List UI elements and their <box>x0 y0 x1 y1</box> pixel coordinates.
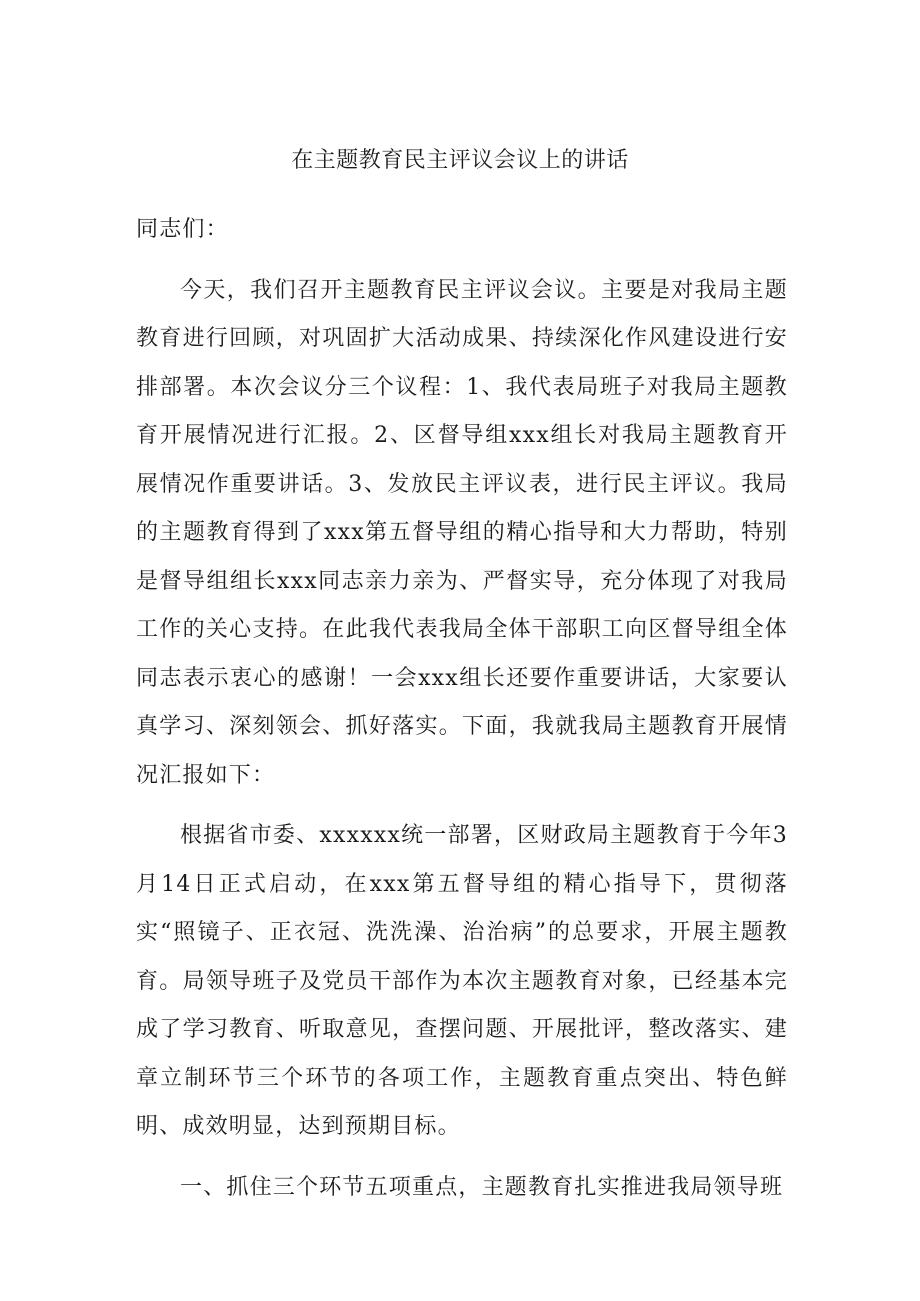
document-title: 在主题教育民主评议会议上的讲话 <box>291 148 629 173</box>
paragraph-background: 根据省市委、xxxxxx统一部署，区财政局主题教育于今年3月14日正式启动，在xxx第五督导组的精心指导下，贯彻落实“照镜子、正衣冠、洗洗澡、治治病”的总要求，开展主题教育。局领导班子及党员干部作为本次主题教育对象，已经基本完成了学习教育、听取意见，查摆问题、开展批评，整改落实、建章立制环节三个环节的各项工作，主题教育重点突出、特色鲜明、成效明显，达到预期目标。 <box>136 823 788 1139</box>
document-body <box>136 206 788 1212</box>
salutation: 同志们： <box>136 217 229 242</box>
paragraph-section-one-heading: 一、抓住三个环节五项重点，主题教育扎实推进我局领导班 <box>180 1174 784 1200</box>
paragraph-opening: 今天，我们召开主题教育民主评议会议。主要是对我局主题教育进行回顾，对巩固扩大活动成果、持续深化作风建设进行安排部署。本次会议分三个议程：1、我代表局班子对我局主题教育开展情况进行汇报。2、区督导组xxx组长对我局主题教育开展情况作重要讲话。3、发放民主评议表，进行民主评议。我局的主题教育得到了xxx第五督导组的精心指导和大力帮助，特别是督导组组长xxx同志亲力亲为、严督实导，充分体现了对我局工作的关心支持。在此我代表我局全体干部职工向区督导组全体同志表示衷心的感谢！一会xxx组长还要作重要讲话，大家要认真学习、深刻领会、抓好落实。下面，我就我局主题教育开展情况汇报如下： <box>136 277 788 788</box>
